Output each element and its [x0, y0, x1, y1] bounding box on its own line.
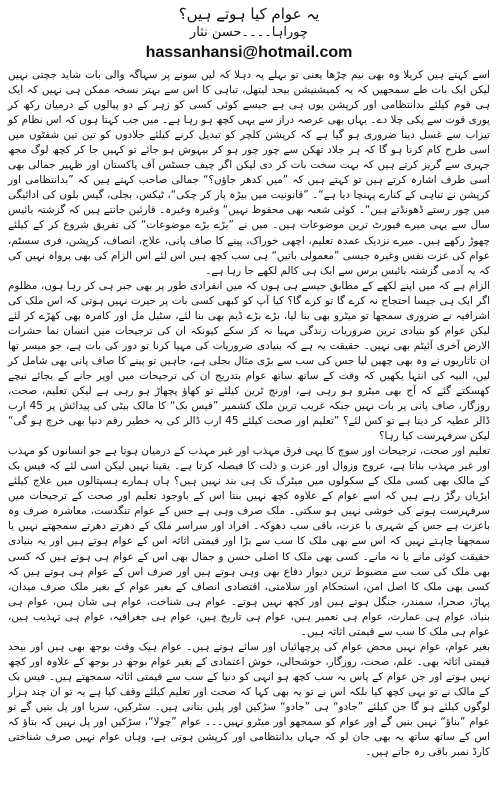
- article-paragraph: الزام ہے کہ میں اپنے لکھے کے مطابق جیسے ہی ہوں کہ میں انفرادی طور پر بھی جبر ہی کر رہا ہوں، مظلوم اگر ایک ہی جیسا احتجاج نہ کرے گا تو کرے گا؟ کیا آپ کو کبھی کسی بات پر حیرت نہیں ہوتی کہ اس ملک کی اشرافیہ نے ضروری سمجھا تو میٹرو بھی بنا لیا، بڑے بڑے ڈیم بھی بنا لئے، سٹیل مل اور کامرہ بھی کھڑے کر لئے لیکن عوام کو بنیادی ترین ضروریات زندگی مہیا نہ کر سکے کیونکہ ان کی ترجیحات میں انسان نما حشرات الارض آخری آئیٹم بھی نہیں۔ حقیقت یہ ہے کہ بنیادی ضروریات کی مہیا کرنا تو دور کی بات ہے، جو میسر تھا ان تاتاریوں نے وہ بھی چھین لیا جس کی سب سے بڑی مثال بجلی ہے، جاہیں تو پینے کا صاف پانی بھی شامل کر لیں، البیہ کی انتہا یکھیں کہ وقت کے ساتھ ساتھ عوام بتدریج ان کی ترجیحات میں اوپر جانے کے بجائے نیچے کھسکتے گئے کہ آج بھی میٹرو ہو رہی ہے، اورنج ٹرین کیلئے تو کھاؤ پچھاڑ ہو رہی ہے لیکن تعلیم، صحت، روزگار، صاف پانی پر بات نہیں جبکہ غریب ترین ملک کشمیر ”فیس بک“ کا مالک بیٹی کی پیدائش پر 45 ارب ڈالر عطیہ کر دیتا ہے تو کس لئے؟ ”تعلیم اور صحت کیلئے 45 ارب ڈالر کی یہ خطیر رقم دنیا بھی خرچ ہو گی“ لیکن سرفہرست کیا رہا؟: [8, 279, 490, 443]
- article-paragraph: اسے کہتے ہیں کریلا وہ بھی نیم چڑھا یعنی تو بہلے پہ دہلا کہ لیں سونے پر سہاگہ والی بات شاید جچتی نہیں لیکن ایک بات طے سمجھیں کہ یہ کمیشنیشن بیحد لیتھل، تباہی کا اس سے بہتر نسخہ ممکن ہی نہیں کہ ایک ہی قوم کیلئے بدانتظامی اور کرپشن یوں ہی ہے جیسے کوئی کسی کو زہر کے دو پیالوں کے درمیان رکھ کر پوری قوت سے پکی چلا دے۔ یہاں بھی عرصہ دراز سے یہی کچھ ہو رہا ہے۔ میں جب کہتا ہوں کہ اس نظام کو تیزاب سے غسل دینا ضروری ہو گیا ہے کہ کرپشن کلچر کو تبدیل کرنے کیلئے جلادوں کو تین تین شفٹوں میں اسی طرح کام کرنا ہو گا کہ ہر جلاد تھکن سے چور چور ہو کر بیہوش ہو جائے تو کہیں جا کر کچھ لوگ مجھ جہری سے گریز کرتے ہیں کہ بہت سخت بات کر دی لیکن اگر چیف جسٹس آف پاکستان اور ظہیر جمالی بھی اسی طرف اشارہ کرتے ہیں تو کہتے ہیں کہ ”میں کدھر جاؤں؟“ جمالی صاحب کہتے ہیں کہ ”بدانتظامی اور کرپشن نے تباہی کے کنارے پہنچا دیا ہے“۔ ”قانونیت میں بیڑہ پار کر چکی“، ٹیکس، بجلی، گیس بلوں کی ادائیگی میں چور رستے ڈھونڈتے ہیں“۔ کوئی شعبہ بھی محفوظ نہیں“ وغیرہ وغیرہ۔ قارئین جانتے ہیں کہ گزشتہ بائیس سال سے یہی میرے فیورٹ ترین موضوعات ہیں۔ میں نے ”بڑے بڑے موضوعات“ کی تفریق شروع کر کے کیلئے چھوڑ رکھے ہیں۔ میرے نزدیک عمدہ تعلیم، اچھی خوراک، پینے کا صاف پانی، علاج، انصاف، کرپشن، فری سسٹم، عوام کی عزت نفس وغیرہ جیسی ”معمولی باتیں“ ہی سب کچھ ہیں اس لئے اس الزام کی بھی پرواہ نہیں کی کہ یہ آدمی گزشتہ بائیس برس سے ایک ہی کالم لکھے جا رہا ہے۔: [8, 69, 490, 277]
- article-body: [8, 68, 490, 760]
- article-byline: چوراہا۔۔۔۔حسن نثار: [189, 25, 309, 40]
- author-email: hassanhansi@hotmail.com: [145, 44, 353, 61]
- article-paragraph: تعلیم اور صحت، ترجیحات اور سوچ کا یہی فرق مہذب اور غیر مہذب کے درمیان ہوتا ہے جو انسانوں کو مہذب اور غیر مہذب بناتا ہے، عروج وزوال اور عزت و ذلت کا فیصلہ کرتا ہے۔ یقینا نہیں لیکن اسی لئے کہ فیس بک کے مالک بھی کسی ملک کے سکولوں میں میٹرک تک ہی بند نہیں ہیں؟ ہاں ہمارے ہسپتالوں میں علاج کیلئے ایڑیاں رگڑ رہے ہیں کہ اسے عوام کے علاوہ کچھ نہیں بنتا اس کے باوجود تعلیم اور صحت کے ترجیحات میں سرفہرست ہونے کی خوشی نہیں ہو سکتی۔ ملک صرف وہی ہے جس کے عوام تنگدست، معاشرہ صرف وہ باعزت ہے جس کے شہری با عزت، باقی سب دھوکہ۔ افراد اور سراسر ملک کے دھرتے دھرتے سمجھتے نہیں یا سمجھنا چاہتے نہیں کہ اس سے بھی ملک کا سب سے بڑا اور قیمتی اثاثہ اس کے عوام ہوتے ہیں اور یہ بنیادی حقیقت کوئی مانے یا نہ مانے۔ کسی بھی ملک کا اصلی حسن و جمال بھی اس کے عوام ہی ہوتے ہیں کہ کسی بھی ملک کی سب سے مضبوط ترین دیوار دفاع بھی وہی ہوتے ہیں اور صرف اس کے عوام ہی ہوتے ہیں کہ کسی بھی ملک کا اصل امن، استحکام اور سلامتی، اقتصادی انصاف کے بغیر عوام کے بغیر ملک صرف میدان، پہاڑ، صحرا، سمندر، جنگل ہوتے ہیں اور کچھ نہیں ہوتے۔ عوام ہی شناخت، عوام ہی شان ہیں، عوام ہی بنیاد، عوام ہی عمارت، عوام ہی تعمیر ہیں، عوام ہی تاریخ ہیں، عوام ہی جغرافیہ، عوام ہی تہذیب ہیں، عوام ہی ملک کا سب سے قیمتی اثاثہ ہیں۔: [8, 445, 490, 638]
- article-title: یہ عوام کیا ہوتے ہیں؟: [178, 5, 320, 23]
- article-paragraph: بغیر عوام، عوام نہیں محض عوام کی پرچھائیاں اور سائے ہوتے ہیں۔ عوام ہیک وقت بوجھ بھی ہیں اور بیحد قیمتی اثاثہ بھی۔ علم، صحت، روزگار، خوشحالی، خوش اعتمادی کے بغیر عوام بوجھ در بوجھ کے علاوہ اور کچھ نہیں ہوتے اور جن عوام کے پاس یہ سب کچھ ہو انہی کو دنیا کے سب سے قیمتی اثاثہ سمجھتے ہیں۔ فیس بک کے مالک نے تو یہی کچھ کیا بلکہ اس نے تو یہ بھی کہا کہ صحت اور تعلیم کیلئے وقف کیا ہے یہ تو ان چند ہزار لوگوں کیلئے ہو گا جن کیلئے ”جادو“ ہی ”جادو“ سڑکیں اور پلیں بنانی ہیں۔ سٹرکیں، سریا اور پل بنیں گے تو عوام ”بناؤ“ نہیں بنیں گے اور عوام کو سمجھو اور میٹرو نہیں۔۔۔ عوام ”چولا“، سڑکیں اور پل نہیں کہ بتاؤ کہ اس کے ساتھ ساتھ یہ بھی جان لو کہ جہاں بدانتظامی اور کرپشن ہوتی ہے، وہاں عوام نہیں صرف شناختی کارڈ نمبر باقی رہ جاتے ہیں۔: [8, 640, 490, 759]
